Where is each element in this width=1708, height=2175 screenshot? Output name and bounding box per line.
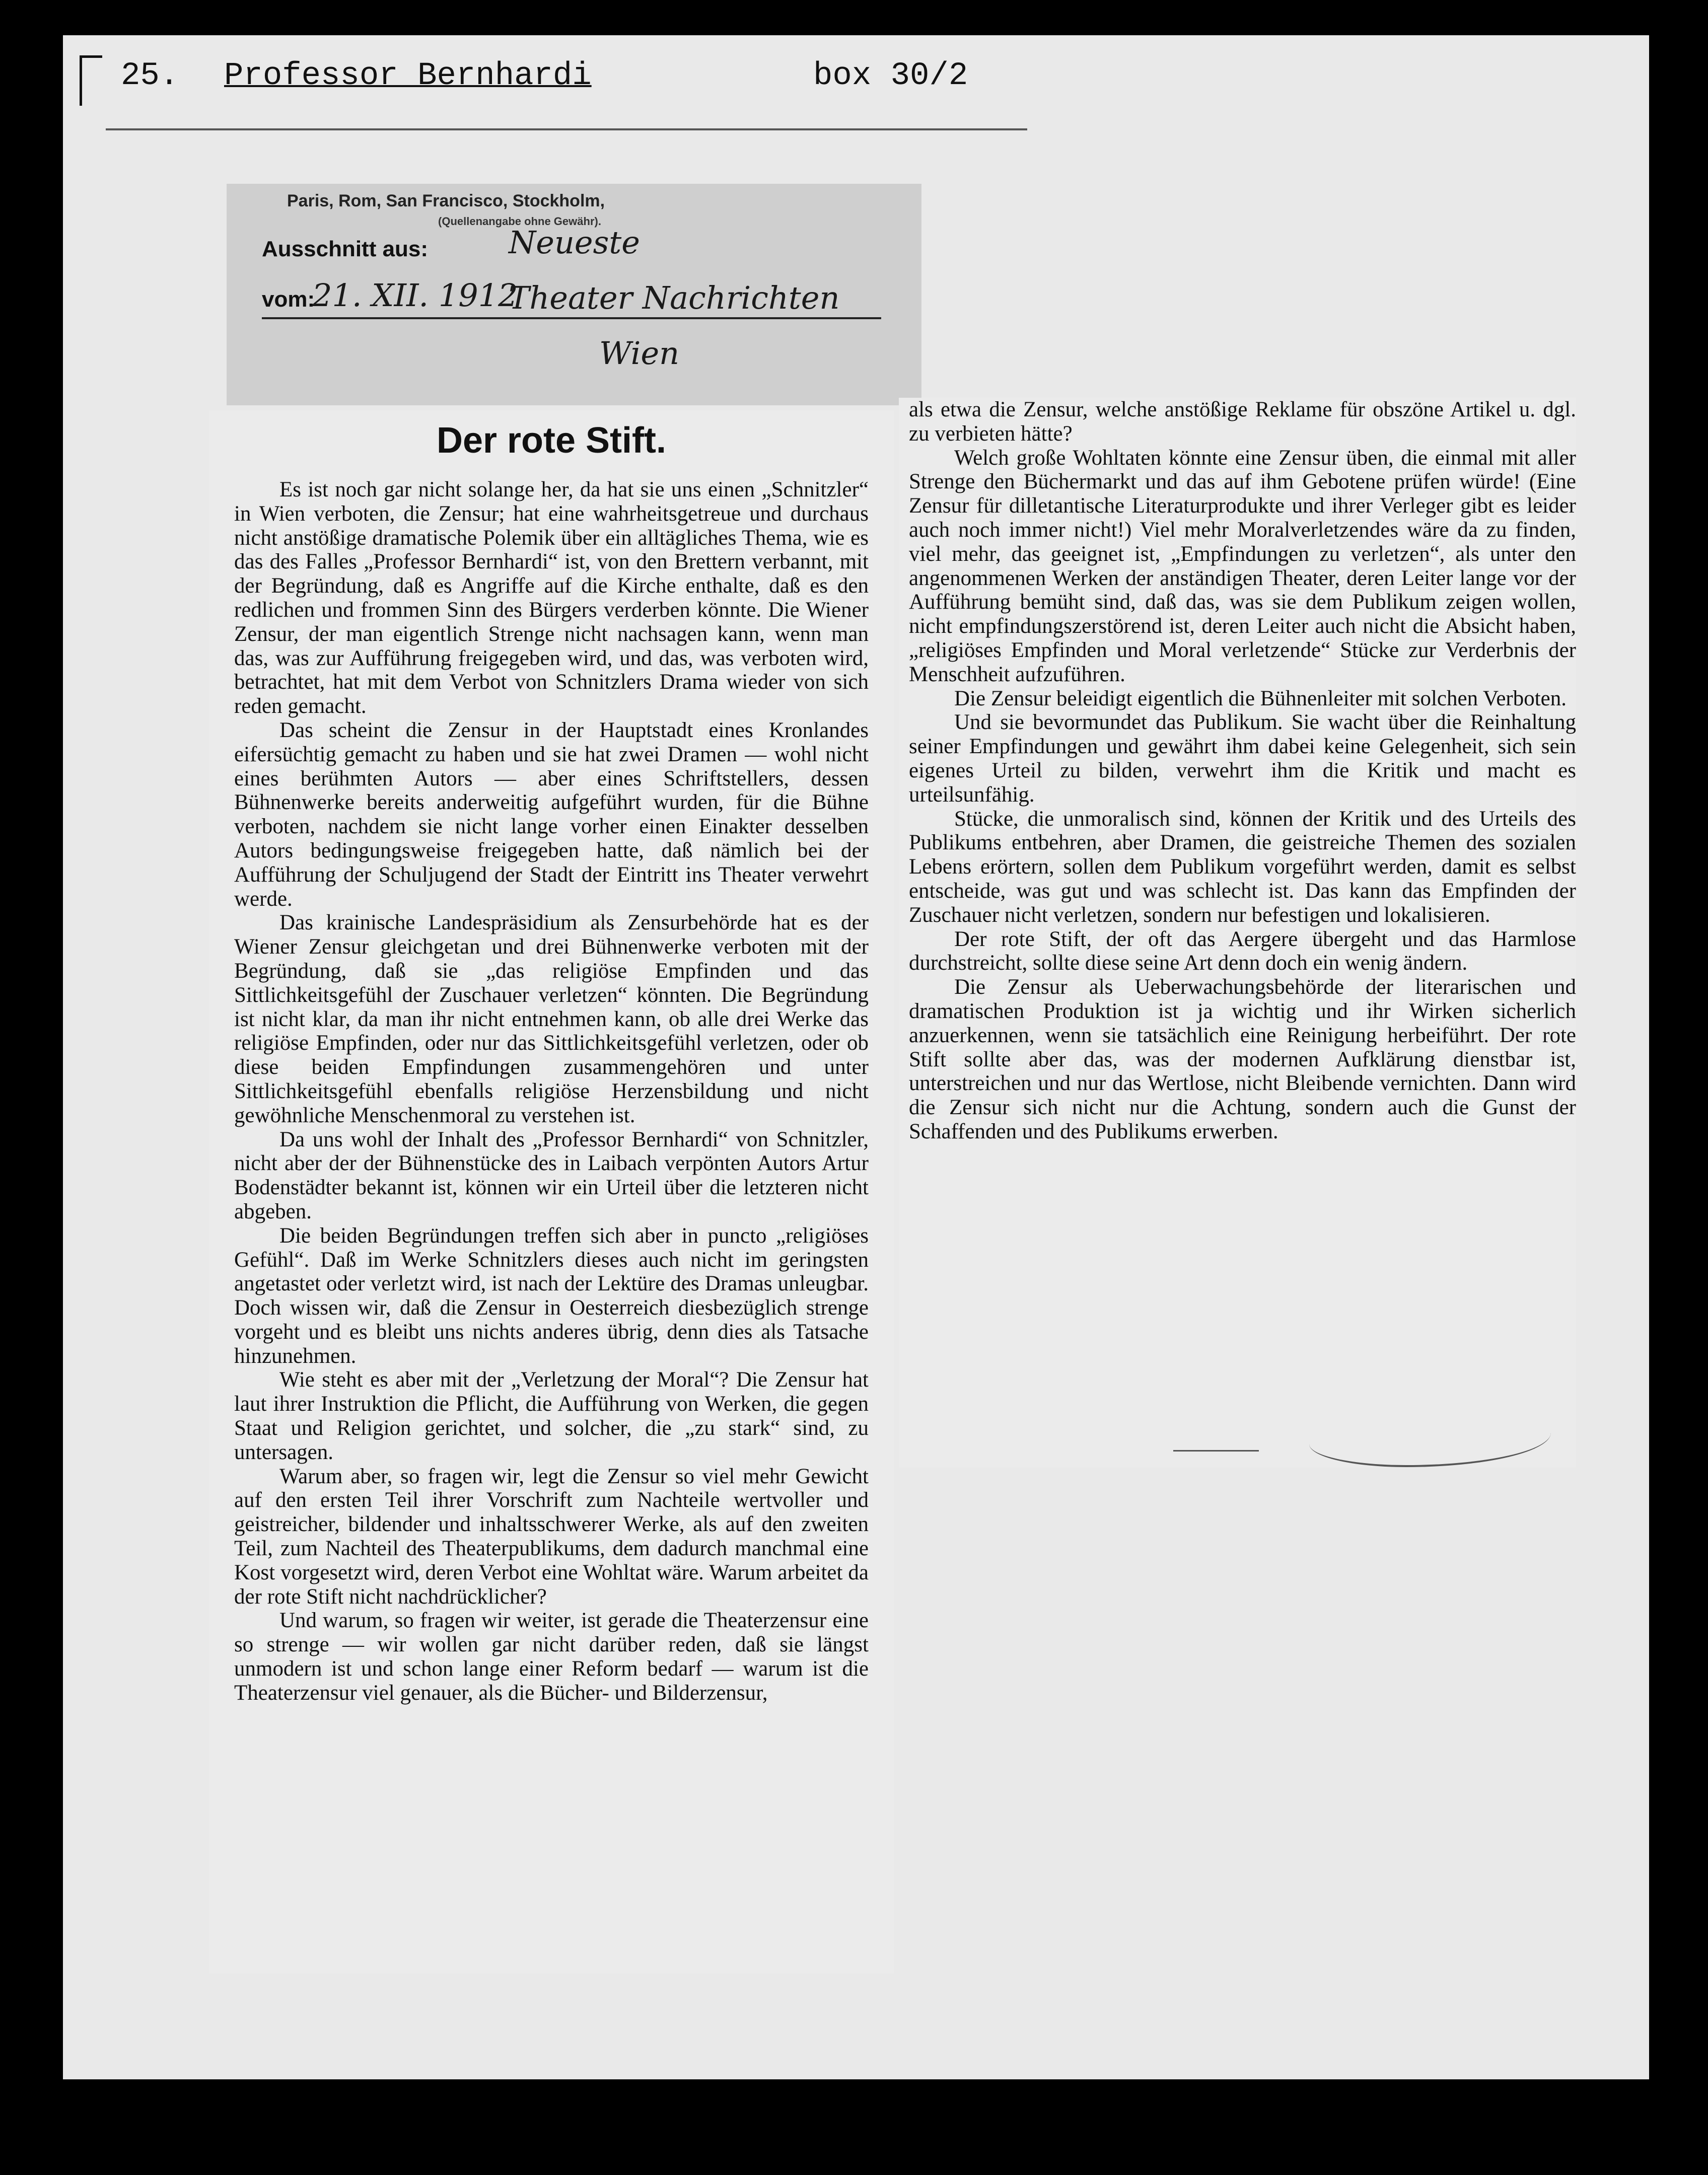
article-paragraph: Das scheint die Zensur in der Hauptstadt eines Kronlandes eifersüchtig gemacht zu haben und sie hat zwei Dramen — wohl nicht eines berühmten Autors — aber eines Schriftstellers, dessen Bühnenwerke bereits anderweitig aufgeführt wurden, für die Bühne verboten, nachdem sie nicht lange vorher einen Einakter desselben Autors bedingungsweise freigegeben hatte, daß nämlich bei der Aufführung der Schuljugend der Stadt der Eintritt ins Theater verwehrt werde. bbox=[234, 718, 869, 911]
stamp-underline bbox=[262, 317, 881, 319]
article-paragraph: als etwa die Zensur, welche anstößige Reklame für obszöne Artikel u. dgl. zu verbieten hätte? bbox=[909, 398, 1576, 446]
handwritten-source: Neueste bbox=[509, 224, 640, 261]
article-paragraph: Die beiden Begründungen treffen sich aber in puncto „religiöses Gefühl“. Daß im Werke Schnitzlers dieses auch nicht im geringsten angetastet oder verletzt wird, ist nach der Lektüre des Dramas unleugbar. Doch wissen wir, daß die Zensur in Oesterreich diesbezüglich strenge vorgeht und es bleibt uns nichts anderes übrig, denn dies als Tatsache hinzunehmen. bbox=[234, 1223, 869, 1368]
folder-number: 25. bbox=[121, 58, 179, 94]
article-title: Der rote Stift. bbox=[436, 420, 667, 461]
handwritten-date: 21. XII. 1912 bbox=[312, 277, 518, 314]
article-paragraph: Warum aber, so fragen wir, legt die Zensur so viel mehr Gewicht auf den ersten Teil ihrer Vorschrift zum Nachteile wertvoller und geistreicher, bildender und inhaltsschwerer Werke, als auf den zweiten Teil, zum Nachteil des Theaterpublikums, dem dadurch manchmal eine Kost vorgesetzt wird, deren Verbot eine Wohltat wäre. Warum arbeitet da der rote Stift nicht nachdrücklicher? bbox=[234, 1464, 869, 1609]
handwritten-paper: Theater Nachrichten bbox=[509, 279, 840, 316]
header-rule bbox=[106, 128, 1027, 130]
article-paragraph: Und sie bevormundet das Publikum. Sie wacht über die Reinhaltung seiner Empfindungen und gewährt ihm dabei keine Gelegenheit, sich sein eigenes Urteil zu bilden, verwehrt ihm die Kritik und macht es urteilsunfähig. bbox=[909, 710, 1576, 807]
archive-header bbox=[121, 58, 1027, 103]
article-paragraph: Der rote Stift, der oft das Aergere übergeht und das Harmlose durchstreicht, sollte diese seine Art denn doch ein wenig ändern. bbox=[909, 927, 1576, 975]
ausschnitt-label: Ausschnitt aus: bbox=[262, 237, 429, 261]
box-label: box 30/2 bbox=[813, 58, 968, 94]
corner-bracket bbox=[80, 55, 102, 106]
stamp-note: (Quellenangabe ohne Gewähr). bbox=[438, 215, 601, 228]
vom-label: vom: bbox=[262, 287, 315, 312]
folder-title: Professor Bernhardi bbox=[224, 58, 592, 94]
article-paragraph: Die Zensur als Ueberwachungsbehörde der literarischen und dramatischen Produktion ist ja wichtig und ihr Wirken sicherlich anzuerkennen, wenn sie tatsächlich eine Reinigung herbeiführt. Der rote Stift sollte aber das, was der modernen Aufklärung dienstbar ist, unterstreichen und nur das Wertlose, nicht Bleibende vernichten. Dann wird die Zensur sich nicht nur die Achtung, sondern auch die Gunst der Schaffenden und des Publikums erwerben. bbox=[909, 975, 1576, 1143]
article-paragraph: Und warum, so fragen wir weiter, ist gerade die Theaterzensur eine so strenge — wir wollen gar nicht darüber reden, daß sie längst unmodern ist und schon lange einer Reform bedarf — warum ist die Theaterzensur viel genauer, als die Bücher- und Bilderzensur, bbox=[234, 1609, 869, 1705]
closing-dash bbox=[1173, 1450, 1259, 1452]
article-paragraph: Stücke, die unmoralisch sind, können der Kritik und des Urteils des Publikums entbehren, aber Dramen, die geistreiche Themen des sozialen Lebens erörtern, sollen dem Publikum vorgeführt werden, damit es selbst entscheide, was gut und was schlecht ist. Das kann das Empfinden der Zuschauer nicht verletzen, sondern nur befestigen und lokalisieren. bbox=[909, 807, 1576, 927]
article-column-right bbox=[899, 398, 1576, 1468]
article-paragraph: Welch große Wohltaten könnte eine Zensur üben, die einmal mit aller Strenge den Büchermarkt und das auf ihm Gebotene prüfen würde! (Eine Zensur für dilletantische Literaturprodukte und ihrer Verleger gibt es leider auch noch immer nicht!) Viel mehr Moralverletzendes wäre da zu finden, viel mehr, das geeignet ist, „Empfindungen zu verletzen“, als unter den angenommenen Werken der anständigen Theater, deren Leiter lange vor der Aufführung bemüht sind, daß das, was sie dem Publikum zeigen wollen, nicht empfindungszerstörend ist, deren Leiter auch nicht die Absicht haben, „religiöses Empfinden und Moral verletzende“ Stücke zur Verderbnis der Menschheit aufzuführen. bbox=[909, 446, 1576, 686]
article-paragraph: Die Zensur beleidigt eigentlich die Bühnenleiter mit solchen Verboten. bbox=[954, 686, 1567, 710]
stamp-cities: Paris, Rom, San Francisco, Stockholm, bbox=[287, 191, 605, 210]
article-paragraph: Da uns wohl der Inhalt des „Professor Bernhardi“ von Schnitzler, nicht aber der der Bühnenstücke des in Laibach verpönten Autors Artur Bodenstädter bekannt ist, können wir ein Urteil über die letzteren nicht abgeben. bbox=[234, 1127, 869, 1223]
article-paragraph: Das krainische Landespräsidium als Zensurbehörde hat es der Wiener Zensur gleichgetan und drei Bühnenwerke verboten mit der Begründung, daß sie „das religiöse Empfinden und das Sittlichkeitsgefühl der Zuschauer verletzen“ könnten. Die Begründung ist nicht klar, da man ihr nicht entnehmen kann, ob alle drei Werke das religiöse Empfinden, oder nur das Sittlichkeitsgefühl verletzen, oder ob diese beiden Empfindungen zusammengehören und unter Sittlichkeitsgefühl ebenfalls religiöse Herzensbildung und nicht gewöhnliche Menschenmoral zu verstehen ist. bbox=[234, 911, 869, 1127]
article-column-left bbox=[209, 410, 894, 1974]
article-paragraph: Es ist noch gar nicht solange her, da hat sie uns einen „Schnitzler“ in Wien verboten, die Zensur; hat eine wahrheitsgetreue und durchaus nicht anstößige dramatische Polemik über ein alltägliches Thema, wie es das des Falles „Professor Bernhardi“ ist, von den Brettern verbannt, mit der Begründung, daß es Angriffe auf die Kirche enthalte, daß es den redlichen und frommen Sinn des Bürgers verderben könnte. Die Wiener Zensur, der man eigentlich Strenge nicht nachsagen kann, wenn man das, was zur Aufführung freigegeben wird, und das, was verboten wird, betrachtet, hat mit dem Verbot von Schnitzlers Drama wieder von sich reden gemacht. bbox=[234, 478, 869, 718]
clipping-stamp bbox=[227, 184, 921, 405]
handwritten-city: Wien bbox=[599, 335, 680, 372]
article-paragraph: Wie steht es aber mit der „Verletzung der Moral“? Die Zensur hat laut ihrer Instruktion die Pflicht, die Aufführung von Werken, die gegen Staat und Religion gerichtet, und solcher, die „zu stark“ sind, zu untersagen. bbox=[234, 1368, 869, 1464]
